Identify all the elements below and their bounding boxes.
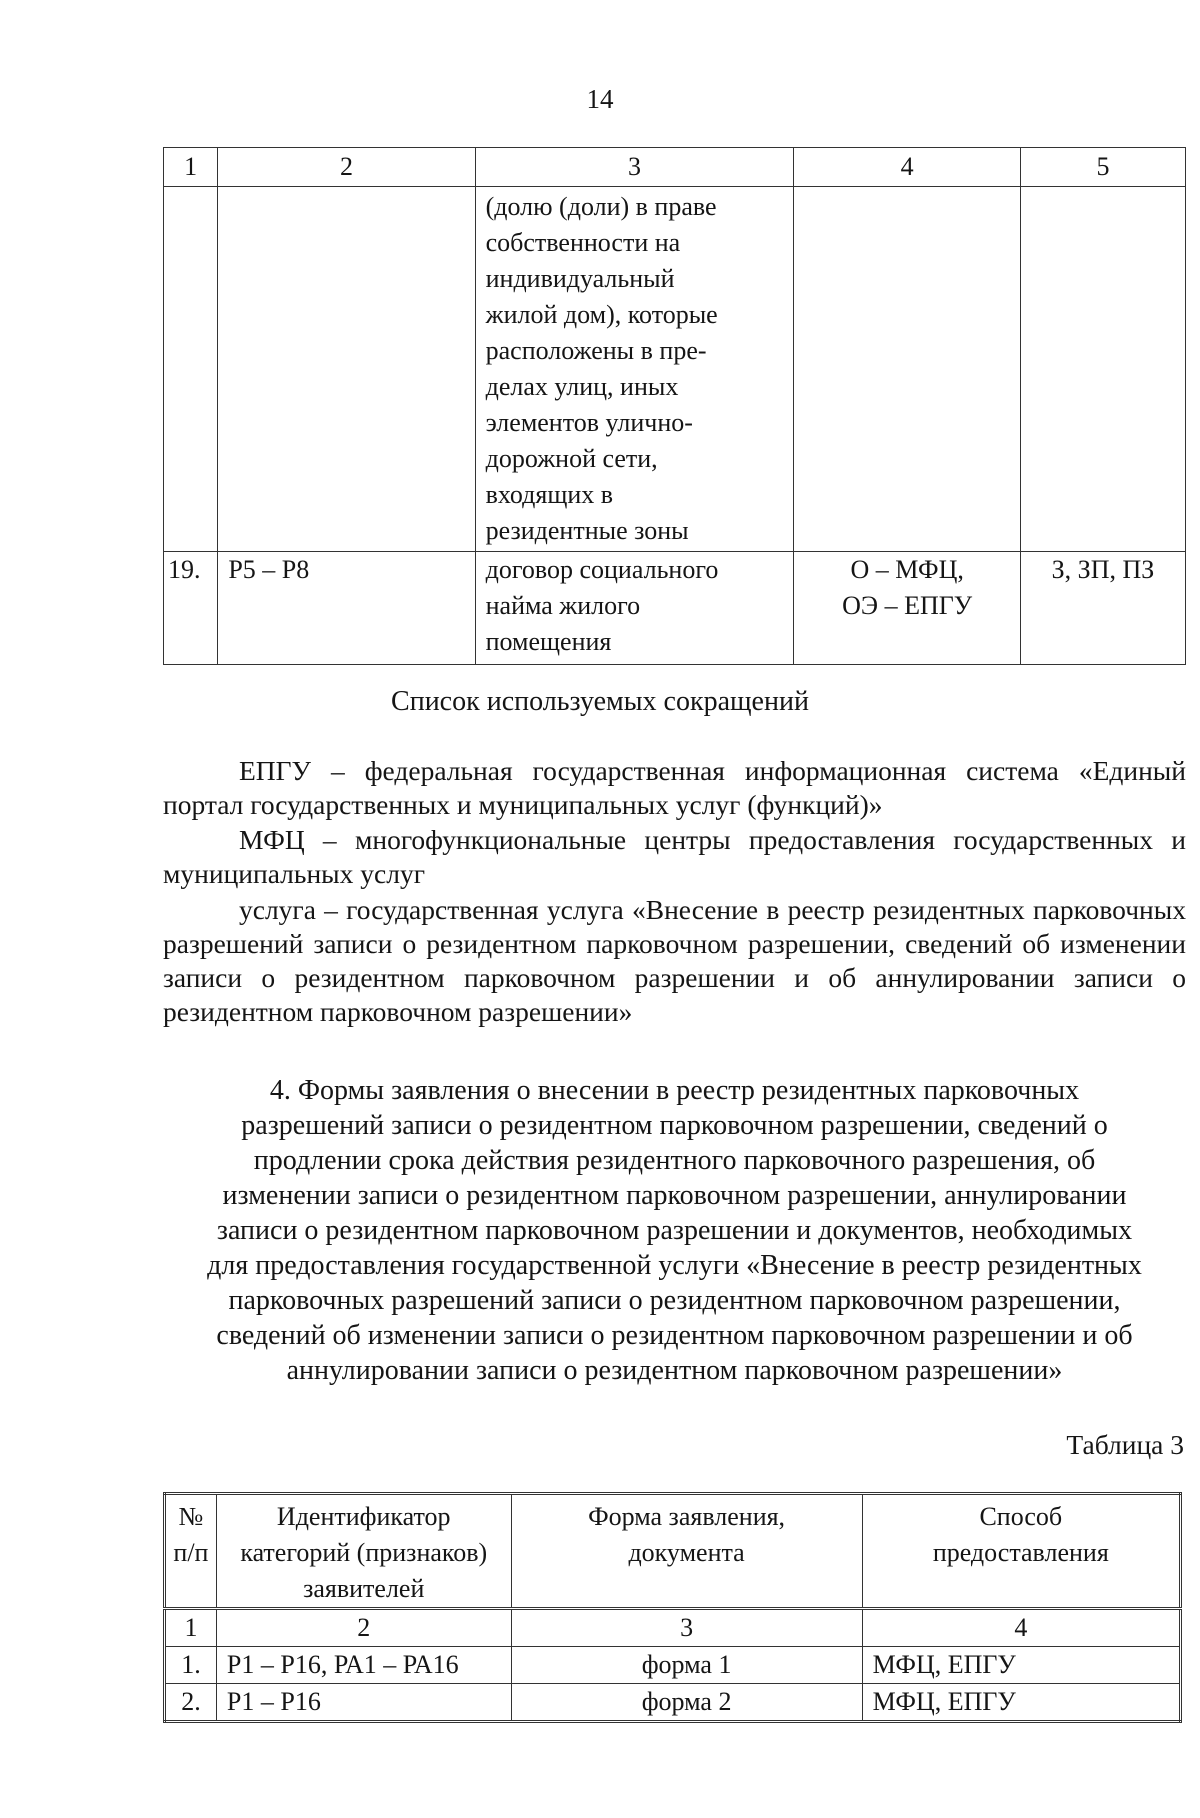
text-line: О – МФЦ, — [850, 555, 964, 584]
heading-line: 4. Формы заявления о внесении в реестр резидентных парковочных — [269, 1075, 1080, 1106]
table-3 — [163, 1492, 1182, 1723]
abbreviations-title: Список используемых сокращений — [391, 686, 809, 717]
table-header-row — [164, 148, 1186, 187]
abbreviation-item: МФЦ – многофункциональные центры предоставления государственных и муниципальных услуг — [163, 824, 1186, 889]
heading-line: разрешений записи о резидентном парковочном разрешении, сведений о — [241, 1110, 1108, 1141]
cell-provision-way: МФЦ, ЕПГУ — [862, 1684, 1180, 1722]
text-line: (долю (доли) в праве — [485, 192, 717, 221]
cell-form: форма 1 — [511, 1647, 862, 1684]
page-number: 14 — [586, 84, 614, 114]
cell-row-number: 2. — [165, 1684, 217, 1722]
header-line: Идентификатор — [276, 1502, 451, 1531]
header-applicant-ids — [216, 1494, 511, 1609]
table-row-19 — [164, 552, 1186, 665]
text-line: делах улиц, иных — [485, 372, 679, 401]
text-line: собственности на — [485, 228, 681, 257]
header-line: п/п — [173, 1538, 209, 1567]
text-line: расположены в пре- — [485, 336, 707, 365]
table-row-continued — [164, 187, 1186, 552]
text-line: элементов улично- — [485, 408, 693, 437]
cell-empty — [794, 187, 1021, 552]
text-line: ОЭ – ЕПГУ — [842, 591, 973, 620]
abbreviation-item: ЕПГУ – федеральная государственная информационная система «Единый портал государственных и муниципальных услуг (функций)» — [163, 755, 1186, 820]
cell-applicant-ids: Р5 – Р8 — [218, 552, 475, 665]
cell-document-continued — [475, 187, 794, 552]
text-line: помещения — [485, 627, 612, 656]
heading-line: записи о резидентном парковочном разрешении и документов, необходимых — [216, 1215, 1133, 1246]
abbreviation-item: услуга – государственная услуга «Внесение в реестр резидентных парковочных разрешений записи о резидентном парковочном разрешении, сведений об изменении записи о резидентном парковочном разрешении и об аннулировании записи о резидентном парковочном разрешении» — [163, 894, 1186, 1027]
cell-form: форма 2 — [511, 1684, 862, 1722]
table-continuation — [163, 147, 1186, 665]
text-line: входящих в — [485, 480, 614, 509]
header-line: предоставления — [932, 1538, 1109, 1567]
column-number: 2 — [216, 1609, 511, 1647]
cell-col5: З, ЗП, ПЗ — [1020, 552, 1185, 665]
header-line: документа — [628, 1538, 745, 1567]
text-line: резидентные зоны — [485, 516, 689, 545]
text-line: договор социального — [485, 555, 719, 584]
col-header-5: 5 — [1020, 148, 1185, 187]
table-row — [165, 1647, 1181, 1684]
cell-row-number: 19. — [164, 552, 218, 665]
heading-line: для предоставления государственной услуги «Внесение в реестр резидентных — [207, 1250, 1142, 1281]
header-provision-way — [862, 1494, 1180, 1609]
table-row — [165, 1684, 1181, 1722]
cell-empty — [164, 187, 218, 552]
column-number-row — [165, 1609, 1181, 1647]
heading-line: продлении срока действия резидентного парковочного разрешения, об — [253, 1145, 1096, 1176]
header-form — [511, 1494, 862, 1609]
text-line: найма жилого — [485, 591, 641, 620]
header-line: категорий (признаков) — [240, 1538, 488, 1567]
header-line: Форма заявления, — [588, 1502, 786, 1531]
col-header-3: 3 — [475, 148, 794, 187]
cell-row-number: 1. — [165, 1647, 217, 1684]
text-line: дорожной сети, — [485, 444, 658, 473]
cell-applicant-ids: Р1 – Р16 — [216, 1684, 511, 1722]
heading-line: сведений об изменении записи о резидентном парковочном разрешении и об — [216, 1320, 1133, 1351]
section-4-heading — [163, 1073, 1186, 1388]
heading-line: изменении записи о резидентном парковочном разрешении, аннулировании — [222, 1180, 1127, 1211]
cell-provision-way — [794, 552, 1021, 665]
header-number — [165, 1494, 217, 1609]
col-header-1: 1 — [164, 148, 218, 187]
cell-empty — [1020, 187, 1185, 552]
table-3-caption: Таблица 3 — [1066, 1429, 1184, 1460]
column-number: 3 — [511, 1609, 862, 1647]
col-header-4: 4 — [794, 148, 1021, 187]
heading-line: аннулировании записи о резидентном парковочном разрешении» — [286, 1355, 1063, 1386]
header-line: Способ — [979, 1502, 1063, 1531]
cell-provision-way: МФЦ, ЕПГУ — [862, 1647, 1180, 1684]
cell-document — [475, 552, 794, 665]
text-line: жилой дом), которые — [485, 300, 718, 329]
text-line: индивидуальный — [485, 264, 675, 293]
cell-empty — [218, 187, 475, 552]
header-line: заявителей — [303, 1574, 425, 1603]
heading-line: парковочных разрешений записи о резидентном парковочном разрешении, — [228, 1285, 1121, 1316]
col-header-2: 2 — [218, 148, 475, 187]
cell-applicant-ids: Р1 – Р16, РА1 – РА16 — [216, 1647, 511, 1684]
column-number: 4 — [862, 1609, 1180, 1647]
header-line: № — [178, 1502, 204, 1531]
table-header-row — [165, 1494, 1181, 1609]
column-number: 1 — [165, 1609, 217, 1647]
